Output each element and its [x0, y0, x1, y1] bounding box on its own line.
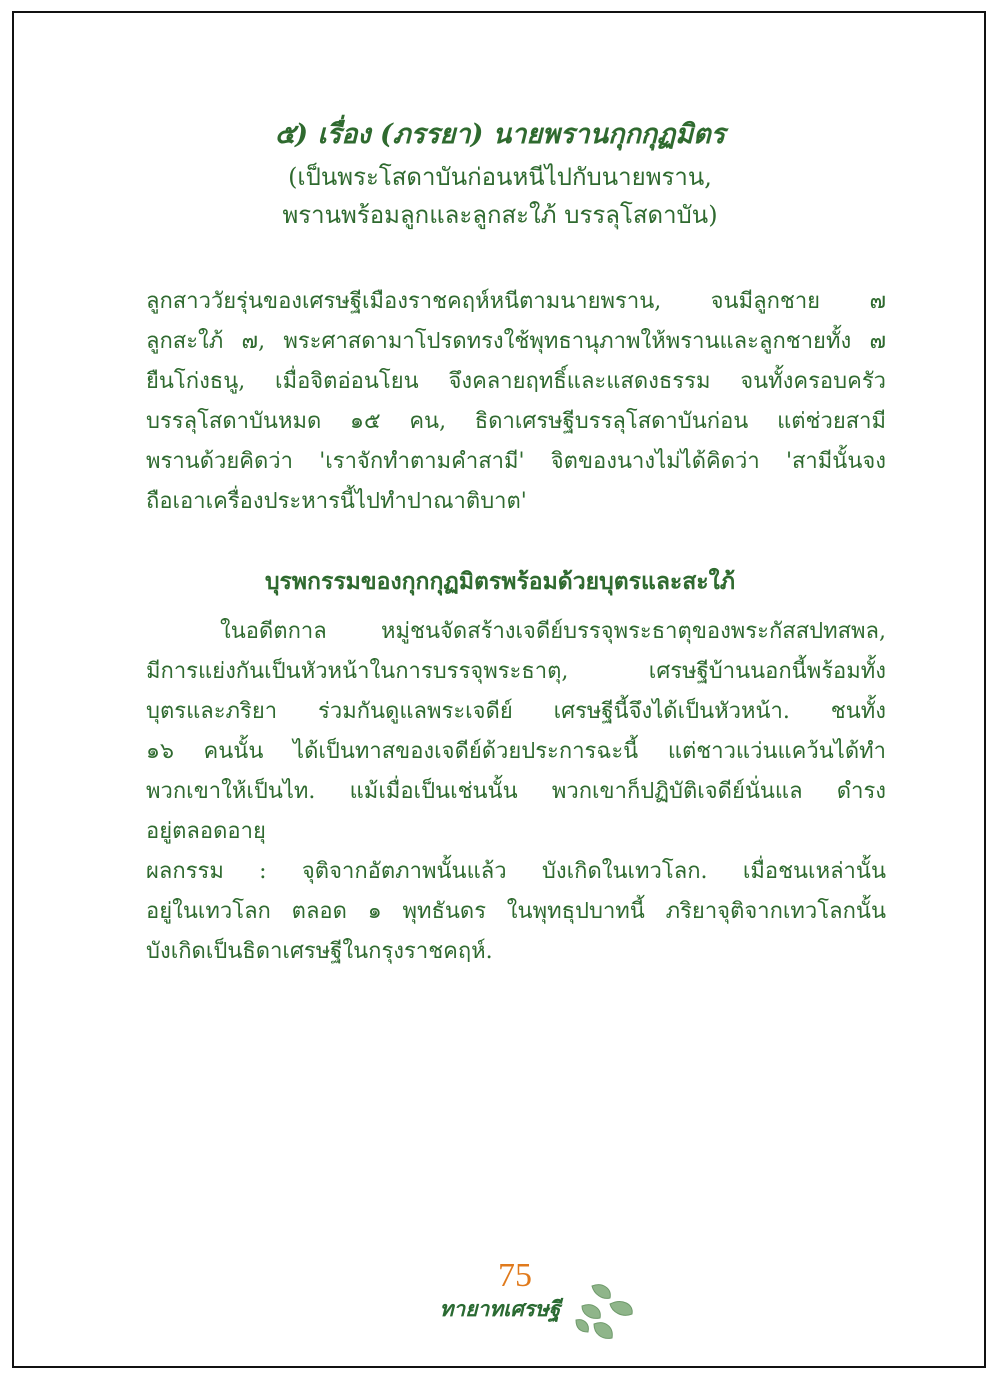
result-paragraph	[146, 852, 886, 972]
past-karma-heading: บุรพกรรมของกุกกุฏมิตรพร้อมด้วยบุตรและสะใภ้	[264, 568, 736, 595]
chapter-title: ๕) เรื่อง (ภรรยา) นายพรานกุกกุฏมิตร	[274, 119, 726, 150]
past-karma-paragraph	[146, 612, 886, 852]
text-line: ถือเอาเครื่องประหารนี้ไปทำปาณาติบาต'	[146, 489, 527, 514]
text-line: อยู่ในเทวโลก ตลอด ๑ พุทธันดร ในพุทธุปบาทนี้ ภริยาจุติจากเทวโลกนั้น	[146, 899, 886, 924]
text-line: มีการแย่งกันเป็นหัวหน้าในการบรรจุพระธาตุ, เศรษฐีบ้านนอกนี้พร้อมทั้ง	[146, 659, 886, 684]
text-line: บังเกิดเป็นธิดาเศรษฐีในกรุงราชคฤห์.	[146, 939, 493, 964]
chapter-subtitle	[0, 158, 1000, 234]
text-line: ในอดีตกาล หมู่ชนจัดสร้างเจดีย์บรรจุพระธาตุของพระกัสสปทสพล,	[220, 619, 886, 644]
text-line: ลูกสะใภ้ ๗, พระศาสดามาโปรดทรงใช้พุทธานุภาพให้พรานและลูกชายทั้ง ๗	[146, 329, 886, 354]
subtitle-line: (เป็นพระโสดาบันก่อนหนีไปกับนายพราน,	[288, 163, 712, 191]
leaves-icon	[572, 1280, 636, 1350]
text-line: ผลกรรม : จุติจากอัตภาพนั้นแล้ว บังเกิดในเทวโลก. เมื่อชนเหล่านั้น	[146, 859, 886, 884]
subtitle-line: พรานพร้อมลูกและลูกสะใภ้ บรรลุโสดาบัน)	[282, 201, 718, 229]
text-line: บรรลุโสดาบันหมด ๑๕ คน, ธิดาเศรษฐีบรรลุโสดาบันก่อน แต่ช่วยสามี	[146, 409, 886, 434]
page-number: 75	[498, 1257, 532, 1294]
text-line: บุตรและภริยา ร่วมกันดูแลพระเจดีย์ เศรษฐีนี้จึงได้เป็นหัวหน้า. ชนทั้ง	[146, 699, 886, 724]
text-line: พวกเขาให้เป็นไท. แม้เมื่อเป็นเช่นนั้น พวกเขาก็ปฏิบัติเจดีย์นั่นแล ดำรง	[146, 779, 886, 804]
text-line: อยู่ตลอดอายุ	[146, 819, 266, 844]
text-line: ลูกสาววัยรุ่นของเศรษฐีเมืองราชคฤห์หนีตามนายพราน, จนมีลูกชาย ๗	[146, 289, 886, 314]
text-line: ๑๖ คนนั้น ได้เป็นทาสของเจดีย์ด้วยประการฉะนี้ แต่ชาวแว่นแคว้นได้ทำ	[146, 739, 886, 764]
text-line: ยืนโก่งธนู, เมื่อจิตอ่อนโยน จึงคลายฤทธิ์และแสดงธรรม จนทั้งครอบครัว	[146, 369, 886, 394]
book-title: ทายาทเศรษฐี	[439, 1296, 561, 1321]
text-line: พรานด้วยคิดว่า 'เราจักทำตามคำสามี' จิตของนางไม่ได้คิดว่า 'สามีนั้นจง	[146, 449, 886, 474]
story-paragraph	[146, 282, 886, 522]
